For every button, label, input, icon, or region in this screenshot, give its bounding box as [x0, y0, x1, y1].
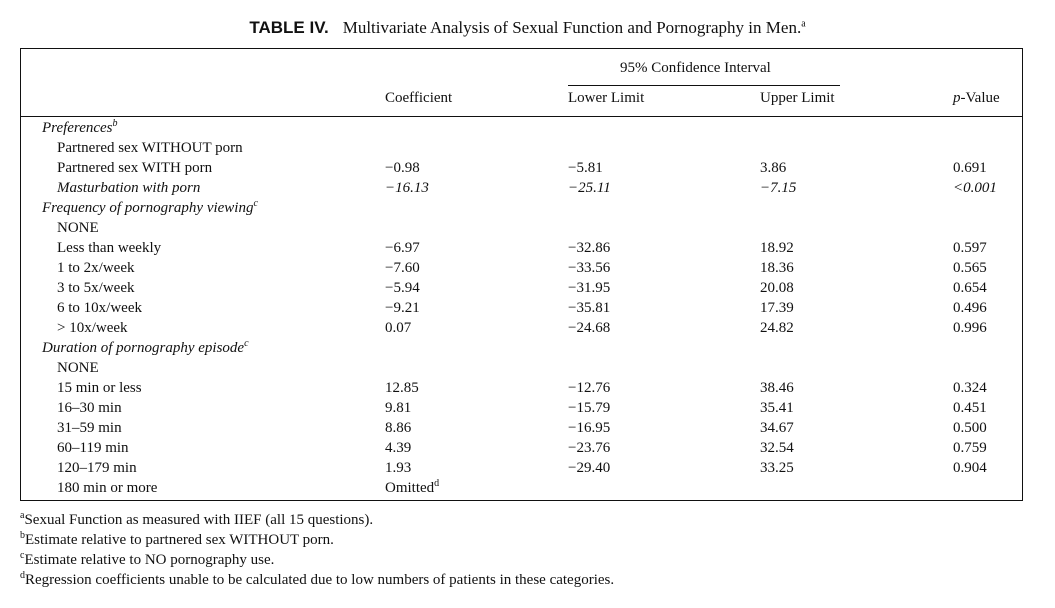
lower-limit-cell-value: −32.86 — [568, 240, 611, 256]
row-label: 6 to 10x/week — [57, 300, 142, 316]
row-label-group — [42, 198, 258, 218]
upper-limit-cell — [760, 258, 794, 278]
upper-limit-cell — [760, 158, 786, 178]
table-caption: Multivariate Analysis of Sexual Function and Pornography in Men. — [342, 18, 802, 37]
table-row — [0, 278, 1055, 298]
p-value-cell-value: 0.451 — [953, 400, 987, 416]
p-value-cell-value: 0.904 — [953, 460, 987, 476]
table-row — [0, 298, 1055, 318]
upper-limit-cell-value: 24.82 — [760, 320, 794, 336]
coefficient-cell — [385, 258, 420, 278]
upper-limit-cell-value: 3.86 — [760, 160, 787, 176]
p-value-header-suffix: -Value — [960, 90, 1000, 106]
footnote — [20, 512, 373, 529]
upper-limit-cell-value: 34.67 — [760, 420, 794, 436]
lower-limit-cell — [568, 238, 610, 258]
upper-limit-cell-value: −7.15 — [760, 180, 797, 196]
table-title — [0, 18, 1055, 38]
coefficient-cell — [385, 398, 411, 418]
footnote-mark: c — [20, 550, 25, 561]
ci-group-header: 95% Confidence Interval — [620, 60, 771, 76]
section-row — [0, 118, 1055, 138]
row-label: > 10x/week — [57, 320, 128, 336]
table-row — [0, 398, 1055, 418]
title-footnote-mark: a — [801, 18, 806, 30]
lower-limit-cell-value: −23.76 — [568, 440, 611, 456]
coefficient-cell — [385, 458, 411, 478]
table-row — [0, 258, 1055, 278]
row-label: 16–30 min — [57, 400, 122, 416]
table-row — [0, 478, 1055, 498]
lower-limit-cell-value: −31.95 — [568, 280, 611, 296]
p-value-cell-value: 0.654 — [953, 280, 987, 296]
coefficient-cell-value: −16.13 — [385, 180, 429, 196]
lower-limit-header: Lower Limit — [568, 90, 645, 106]
upper-limit-cell-value: 32.54 — [760, 440, 794, 456]
p-value-cell — [953, 458, 987, 478]
table-row — [0, 138, 1055, 158]
coefficient-cell — [385, 418, 411, 438]
header-rule — [20, 116, 1023, 117]
table-row — [0, 318, 1055, 338]
lower-limit-cell — [568, 178, 611, 198]
coefficient-cell-value: −9.21 — [385, 300, 420, 316]
lower-limit-cell-value: −24.68 — [568, 320, 611, 336]
footnote-text: Regression coefficients unable to be calculated due to low numbers of patients in these categories. — [25, 572, 615, 588]
coefficient-cell — [385, 178, 429, 198]
p-value-cell — [953, 178, 997, 198]
row-label: 1 to 2x/week — [57, 260, 135, 276]
p-value-cell-value: <0.001 — [953, 180, 997, 196]
row-label: 120–179 min — [57, 460, 137, 476]
coefficient-cell-value: −7.60 — [385, 260, 420, 276]
p-value-cell-value: 0.565 — [953, 260, 987, 276]
upper-limit-cell-value: 33.25 — [760, 460, 794, 476]
p-value-cell-value: 0.500 — [953, 420, 987, 436]
coefficient-cell-value: Omitted — [385, 480, 435, 496]
table-row — [0, 458, 1055, 478]
lower-limit-cell — [568, 278, 610, 298]
upper-limit-cell-value: 38.46 — [760, 380, 794, 396]
coefficient-cell-value: 8.86 — [385, 420, 412, 436]
lower-limit-cell — [568, 318, 610, 338]
lower-limit-cell — [568, 158, 603, 178]
footnote — [20, 572, 614, 589]
p-value-cell — [953, 378, 987, 398]
p-value-header-p: p — [953, 90, 961, 106]
footnote-text: Estimate relative to partnered sex WITHOUT porn. — [25, 532, 334, 548]
footnote-mark: d — [20, 570, 25, 581]
p-value-cell — [953, 438, 987, 458]
lower-limit-cell-value: −33.56 — [568, 260, 611, 276]
row-footnote-mark: c — [244, 338, 249, 349]
coefficient-cell-value: 1.93 — [385, 460, 412, 476]
row-label: Partnered sex WITHOUT porn — [57, 140, 243, 156]
row-label: Duration of pornography episode — [42, 340, 245, 356]
row-label: NONE — [57, 360, 99, 376]
footnote — [20, 552, 274, 569]
upper-limit-cell — [760, 278, 794, 298]
lower-limit-cell — [568, 298, 610, 318]
lower-limit-cell-value: −5.81 — [568, 160, 603, 176]
p-value-cell — [953, 238, 987, 258]
footnote-text: Estimate relative to NO pornography use. — [24, 552, 275, 568]
row-label: 15 min or less — [57, 380, 142, 396]
table-row — [0, 358, 1055, 378]
table-row — [0, 378, 1055, 398]
coefficient-cell — [385, 238, 420, 258]
upper-limit-cell — [760, 318, 794, 338]
row-label: Frequency of pornography viewing — [42, 200, 254, 216]
ci-group-rule — [568, 85, 840, 86]
p-value-cell-value: 0.324 — [953, 380, 987, 396]
lower-limit-cell — [568, 418, 610, 438]
p-value-cell — [953, 158, 987, 178]
section-row — [0, 338, 1055, 358]
table-row — [0, 158, 1055, 178]
coefficient-cell — [385, 478, 439, 498]
row-label-group — [42, 118, 118, 138]
upper-limit-cell-value: 20.08 — [760, 280, 794, 296]
coefficient-cell-value: −0.98 — [385, 160, 420, 176]
upper-limit-cell-value: 18.92 — [760, 240, 794, 256]
row-label: 31–59 min — [57, 420, 122, 436]
coefficient-cell-value: 12.85 — [385, 380, 419, 396]
table-row — [0, 438, 1055, 458]
upper-limit-cell — [760, 438, 794, 458]
row-label-group — [42, 338, 249, 358]
p-value-cell — [953, 318, 987, 338]
lower-limit-cell-value: −35.81 — [568, 300, 611, 316]
table-row — [0, 218, 1055, 238]
coefficient-cell — [385, 438, 411, 458]
p-value-cell — [953, 398, 987, 418]
upper-limit-cell — [760, 378, 794, 398]
row-label: Less than weekly — [57, 240, 162, 256]
footnote-mark: b — [20, 530, 25, 541]
coefficient-cell-value: −5.94 — [385, 280, 420, 296]
footnote-mark: a — [20, 510, 25, 521]
lower-limit-cell — [568, 458, 610, 478]
p-value-cell — [953, 298, 987, 318]
table-label: TABLE IV. — [249, 18, 329, 37]
table-row — [0, 178, 1055, 198]
row-label: 60–119 min — [57, 440, 129, 456]
p-value-cell-value: 0.759 — [953, 440, 987, 456]
row-label: Masturbation with porn — [57, 180, 201, 196]
upper-limit-cell — [760, 418, 794, 438]
coefficient-cell — [385, 378, 419, 398]
upper-limit-cell-value: 35.41 — [760, 400, 794, 416]
lower-limit-cell-value: −16.95 — [568, 420, 611, 436]
lower-limit-cell — [568, 258, 610, 278]
upper-limit-header: Upper Limit — [760, 90, 835, 106]
p-value-cell-value: 0.496 — [953, 300, 987, 316]
table-row — [0, 238, 1055, 258]
p-value-header — [953, 90, 1000, 107]
coefficient-cell — [385, 318, 411, 338]
coefficient-cell — [385, 298, 420, 318]
coefficient-footnote-mark: d — [434, 478, 440, 489]
lower-limit-cell-value: −12.76 — [568, 380, 611, 396]
lower-limit-cell — [568, 378, 610, 398]
row-footnote-mark: b — [112, 118, 118, 129]
p-value-cell — [953, 418, 987, 438]
coefficient-cell-value: 4.39 — [385, 440, 412, 456]
row-footnote-mark: c — [253, 198, 258, 209]
footnote-text: Sexual Function as measured with IIEF (all 15 questions). — [24, 512, 374, 528]
p-value-cell — [953, 258, 987, 278]
footnote — [20, 532, 334, 549]
upper-limit-cell — [760, 238, 794, 258]
row-label: Partnered sex WITH porn — [57, 160, 213, 176]
coefficient-cell-value: 0.07 — [385, 320, 412, 336]
coefficient-cell-value: 9.81 — [385, 400, 412, 416]
section-row — [0, 198, 1055, 218]
lower-limit-cell-value: −25.11 — [568, 180, 611, 196]
coefficient-cell-value: −6.97 — [385, 240, 420, 256]
p-value-cell-value: 0.597 — [953, 240, 987, 256]
p-value-cell-value: 0.996 — [953, 320, 987, 336]
p-value-cell — [953, 278, 987, 298]
table-row — [0, 418, 1055, 438]
upper-limit-cell — [760, 398, 794, 418]
lower-limit-cell-value: −29.40 — [568, 460, 611, 476]
coefficient-cell — [385, 278, 420, 298]
p-value-cell-value: 0.691 — [953, 160, 987, 176]
upper-limit-cell — [760, 458, 794, 478]
row-label: Preferences — [42, 120, 113, 136]
row-label: NONE — [57, 220, 99, 236]
lower-limit-cell — [568, 438, 610, 458]
lower-limit-cell — [568, 398, 610, 418]
coefficient-header: Coefficient — [385, 90, 453, 106]
coefficient-cell — [385, 158, 420, 178]
upper-limit-cell-value: 18.36 — [760, 260, 794, 276]
upper-limit-cell — [760, 298, 794, 318]
upper-limit-cell-value: 17.39 — [760, 300, 794, 316]
upper-limit-cell — [760, 178, 796, 198]
row-label: 3 to 5x/week — [57, 280, 135, 296]
lower-limit-cell-value: −15.79 — [568, 400, 611, 416]
row-label: 180 min or more — [57, 480, 158, 496]
